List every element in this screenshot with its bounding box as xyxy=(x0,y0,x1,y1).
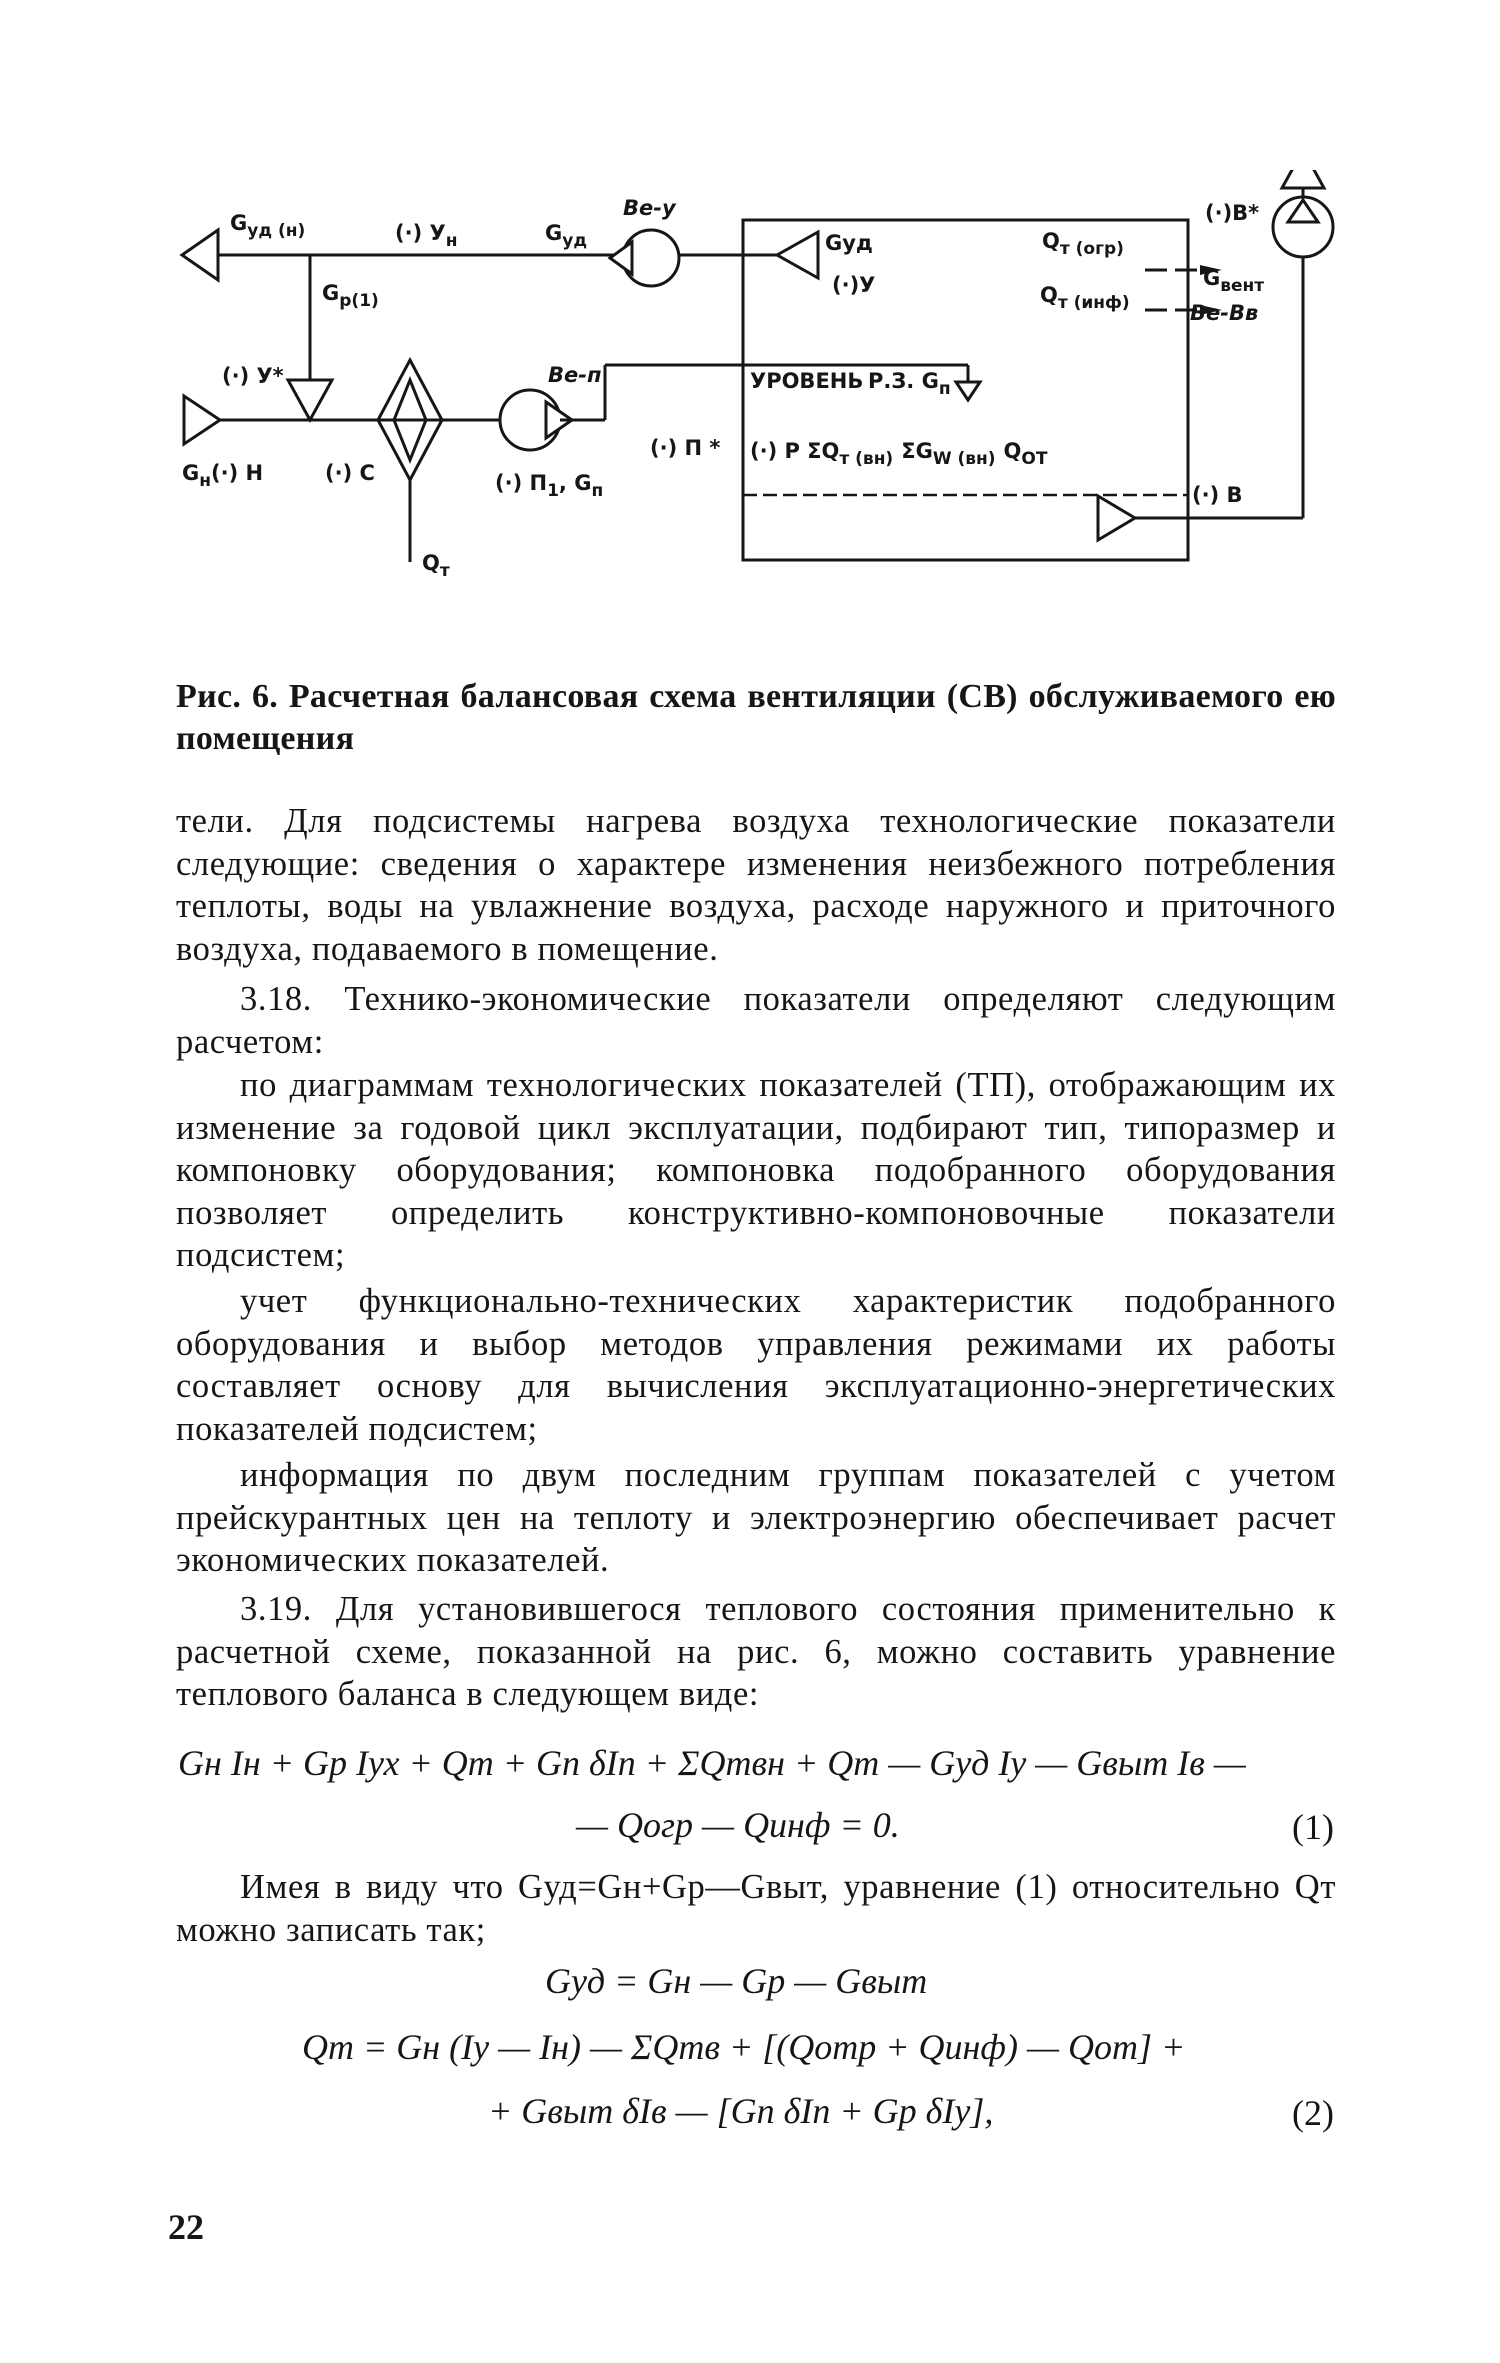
equation-1-line-2: — Qогр — Qинф = 0. xyxy=(576,1805,900,1845)
outdoor-air-inlet-arrow-icon xyxy=(184,396,220,444)
scheme-svg xyxy=(160,170,1360,670)
paragraph-substitution: Имея в виду что Gуд=Gн+Gр—Gвыт, уравнение (1) относительно Qт можно записать так; xyxy=(176,1868,1336,1949)
equation-2-number: (2) xyxy=(1292,2093,1334,2133)
equation-1-number: (1) xyxy=(1292,1807,1334,1847)
equation-1-line-1: Gн Iн + Gр Iух + Qт + Gп δIп + ΣQтвн + Qт — Gуд Iу — Gвыт Iв — xyxy=(178,1743,1246,1783)
label-q-ogr: $Q_{т (огр)}$ xyxy=(1042,229,1124,259)
label-ve-vv: Ве-Вв xyxy=(1190,301,1259,325)
exhaust-intake-arrow-icon xyxy=(1098,496,1135,540)
label-g-r: $G_{р(1)}$ xyxy=(322,281,379,311)
room-exhaust-arrow-icon xyxy=(777,232,818,278)
supply-terminal-arrow-icon xyxy=(956,382,980,400)
label-y-n: (·) $У_н$ xyxy=(395,221,458,251)
paragraph-accounting-text: учет функционально-технических характеристик подобранного оборудования и выбор методов управления режимами их работы составляет основу для вычисления эксплуатационно-энергетических показателей подсистем; xyxy=(176,1282,1336,1448)
label-balance-row: (·) Р $\Sigma Q_{т (вн)}$ $\Sigma G_{W (вн)}$ $Q_{ОТ}$ xyxy=(750,439,1048,469)
ventilation-scheme-figure xyxy=(160,170,1360,670)
page-number: 22 xyxy=(168,2207,204,2247)
label-ve-p: Ве-п xyxy=(548,363,602,387)
figure-caption: Рис. 6. Расчетная балансовая схема вентиляции (СВ) обслуживаемого ею помещения xyxy=(176,678,1336,757)
label-p-star: (·) П * xyxy=(650,436,721,460)
exhaust-outlet-arrow-icon xyxy=(182,230,218,280)
recirculation-arrow-icon xyxy=(288,380,332,420)
paragraph-information xyxy=(176,1454,1336,1582)
paragraph-3-19: 3.19. Для установившегося теплового состояния применительно к расчетной схеме, показанной на рис. 6, можно составить уравнение теплового баланса в следующем виде: xyxy=(176,1590,1336,1713)
label-b-star: (·)В* xyxy=(1205,201,1260,225)
exhaust-outlet-arrow-top-icon xyxy=(1282,170,1324,188)
label-y-star: (·) У* xyxy=(222,364,284,388)
equation-2-line-1: Gуд = Gн — Gр — Gвыт xyxy=(545,1961,928,2001)
equation-2-line-3: + Gвыт δIв — [Gп δIп + Gр δIу], xyxy=(488,2091,994,2131)
label-q-t: $Q_т$ xyxy=(422,551,450,581)
label-rz: Р.З. $G_п$ xyxy=(868,369,951,399)
label-uroven: УРОВЕНЬ xyxy=(750,369,864,393)
label-c-point: (·) С xyxy=(325,461,375,485)
label-g-ud-n: $G_{уд (н)}$ xyxy=(230,211,306,241)
exhaust-fan-arrow-icon xyxy=(610,242,632,274)
paragraph-tp-diagrams-text: по диаграммам технологических показателей (ТП), отображающим их изменение за годовой цикл эксплуатации, подбирают тип, типоразмер и компоновку оборудования; компоновка подобранного оборудования позволяет определить конструктивно-компоновочные показатели подсистем; xyxy=(176,1066,1336,1274)
label-g-ud: $G_{уд}$ xyxy=(545,221,588,251)
label-y-box: (·)У xyxy=(832,273,876,297)
paragraph-continuation: тели. Для подсистемы нагрева воздуха технологические показатели следующие: сведения о характере изменения неизбежного потребления теплоты, воды на увлажнение воздуха, расходе наружного и приточного воздуха, подаваемого в помещение. xyxy=(176,802,1336,968)
label-p-point: (·) $П_1$, $G_п$ xyxy=(495,471,604,501)
paragraph-information-text: информация по двум последним группам показателей с учетом прейскурантных цен на теплоту и электроэнергию обеспечивает расчет экономических показателей. xyxy=(176,1456,1336,1579)
equation-2-line-2: Qт = Gн (Iу — Iн) — ΣQтв + [(Qотр + Qинф) — Qот] + xyxy=(302,2027,1186,2067)
paragraph-tp-diagrams xyxy=(176,1064,1336,1277)
paragraph-accounting xyxy=(176,1280,1336,1450)
label-ve-y: Ве-у xyxy=(623,196,676,220)
label-g-n-h: $G_н(\cdot)$ Н xyxy=(182,461,264,491)
label-g-vent: $G_{вент}$ xyxy=(1203,266,1265,296)
paragraph-3-18: 3.18. Технико-экономические показатели определяют следующим расчетом: xyxy=(176,980,1336,1061)
label-b-point: (·) В xyxy=(1192,483,1243,507)
label-g-ud-box: Gуд xyxy=(825,231,873,255)
label-q-inf: $Q_{т (инф)}$ xyxy=(1040,283,1130,313)
